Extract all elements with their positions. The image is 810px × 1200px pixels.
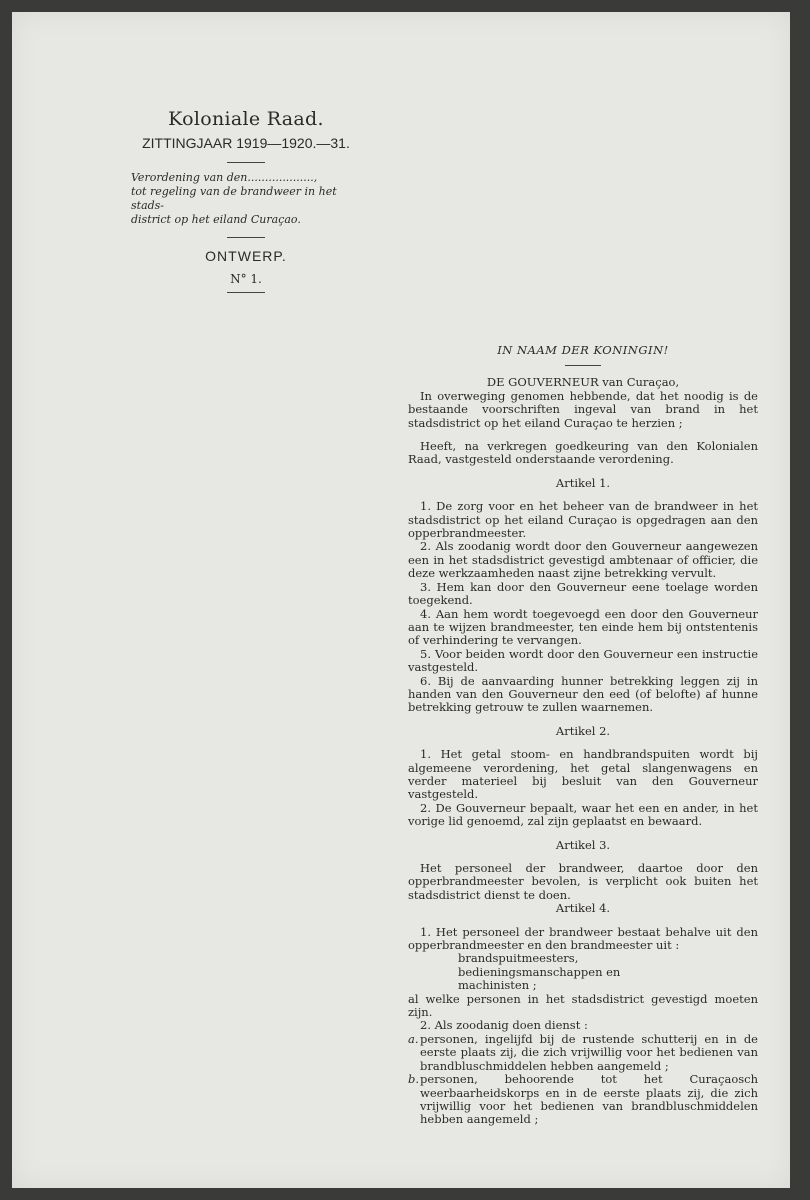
item-label: a. xyxy=(408,1031,419,1046)
article-item: 2. De Gouverneur bepaalt, waar het een en ander, in het vorige lid genoemd, zal zijn geplaatst en bewaard. xyxy=(408,800,758,829)
in-name-heading: IN NAAM DER KONINGIN! xyxy=(497,343,669,357)
session-year: ZITTINGJAAR 1919—1920.—31. xyxy=(142,135,350,151)
article-item: 2. Als zoodanig wordt door den Gouverneur aangewezen een in het stadsdistrict gevestigd ambtenaar of officier, die deze werkzaamheden naast zijne betrekking vervult. xyxy=(408,539,758,581)
list-item: bedieningsmanschappen en xyxy=(458,964,621,979)
article-item: al welke personen in het stadsdistrict gevestigd moeten zijn. xyxy=(408,991,758,1020)
document-header xyxy=(112,108,380,301)
article-item: 1. De zorg voor en het beheer van de brandweer in het stadsdistrict op het eiland Curaçao is opgedragen aan den opperbrandmeester. xyxy=(408,499,758,541)
article-title: Artikel 3. xyxy=(555,837,611,852)
list-item: machinisten ; xyxy=(458,978,537,993)
lettered-item xyxy=(408,1073,758,1127)
divider xyxy=(565,365,601,366)
article-item: 5. Voor beiden wordt door den Gouverneur een instructie vastgesteld. xyxy=(408,646,758,675)
item-text: personen, ingelijfd bij de rustende schutterij en in de eerste plaats zij, die zich vrijwillig voor het bedienen van brandbluschmiddelen hebben aangemeld ; xyxy=(420,1031,758,1073)
article-item: 4. Aan hem wordt toegevoegd een door den Gouverneur aan te wijzen brandmeester, ten einde hem bij ontstentenis of verhindering te vervangen. xyxy=(408,606,758,648)
item-label: b. xyxy=(408,1072,420,1087)
draft-label: ONTWERP. xyxy=(205,248,287,264)
ordinance-line: tot regeling van de brandweer in het stads- xyxy=(131,185,337,212)
ordinance-line: Verordening van den..................., xyxy=(131,171,318,184)
article-item: 6. Bij de aanvaarding hunner betrekking leggen zij in handen van den Gouverneur den eed (of belofte) af hunne betrekking getrouw te zullen waarnemen. xyxy=(408,673,758,715)
article-title: Artikel 1. xyxy=(555,475,611,490)
list-item: brandspuitmeesters, xyxy=(458,951,579,966)
document-page xyxy=(12,12,790,1188)
article-item: 1. Het getal stoom- en handbrandspuiten wordt bij algemeene verordening, het getal slangenwagens en verder materieel bij besluit van den Gouverneur vastgesteld. xyxy=(408,747,758,802)
divider xyxy=(227,237,265,238)
divider xyxy=(227,162,265,163)
considering-paragraph: In overweging genomen hebbende, dat het noodig is de bestaande voorschriften ingeval van brand in het stadsdistrict op het eiland Curaçao te herzien ; xyxy=(408,388,758,430)
article-item: Het personeel der brandweer, daartoe door den opperbrandmeester bevolen, is verplicht ook buiten het stadsdistrict dienst te doen. xyxy=(408,861,758,902)
article-title: Artikel 4. xyxy=(555,901,611,916)
item-text: personen, behoorende tot het Curaçaosch weerbaarheidskorps en in de eerste plaats zij, die zich vrijwillig voor het bedienen van brandbluschmiddelen hebben aangemeld ; xyxy=(420,1072,758,1127)
approval-paragraph: Heeft, na verkregen goedkeuring van den Kolonialen Raad, vastgesteld onderstaande verordening. xyxy=(408,439,758,467)
article-item: 1. Het personeel der brandweer bestaat behalve uit den opperbrandmeester en den brandmeester uit : xyxy=(408,924,758,953)
article-title: Artikel 2. xyxy=(555,723,611,738)
lettered-item xyxy=(408,1033,758,1073)
council-title: Koloniale Raad. xyxy=(168,108,324,130)
document-number: N° 1. xyxy=(230,272,262,286)
ordinance-title xyxy=(131,171,361,227)
article-item: 2. Als zoodanig doen dienst : xyxy=(420,1018,588,1033)
ordinance-line: district op het eiland Curaçao. xyxy=(131,213,301,226)
governor-heading: DE GOUVERNEUR van Curaçao, xyxy=(486,375,680,390)
ordinance-body xyxy=(408,344,758,1127)
article-item: 3. Hem kan door den Gouverneur eene toelage worden toegekend. xyxy=(408,579,758,608)
divider xyxy=(227,292,265,293)
